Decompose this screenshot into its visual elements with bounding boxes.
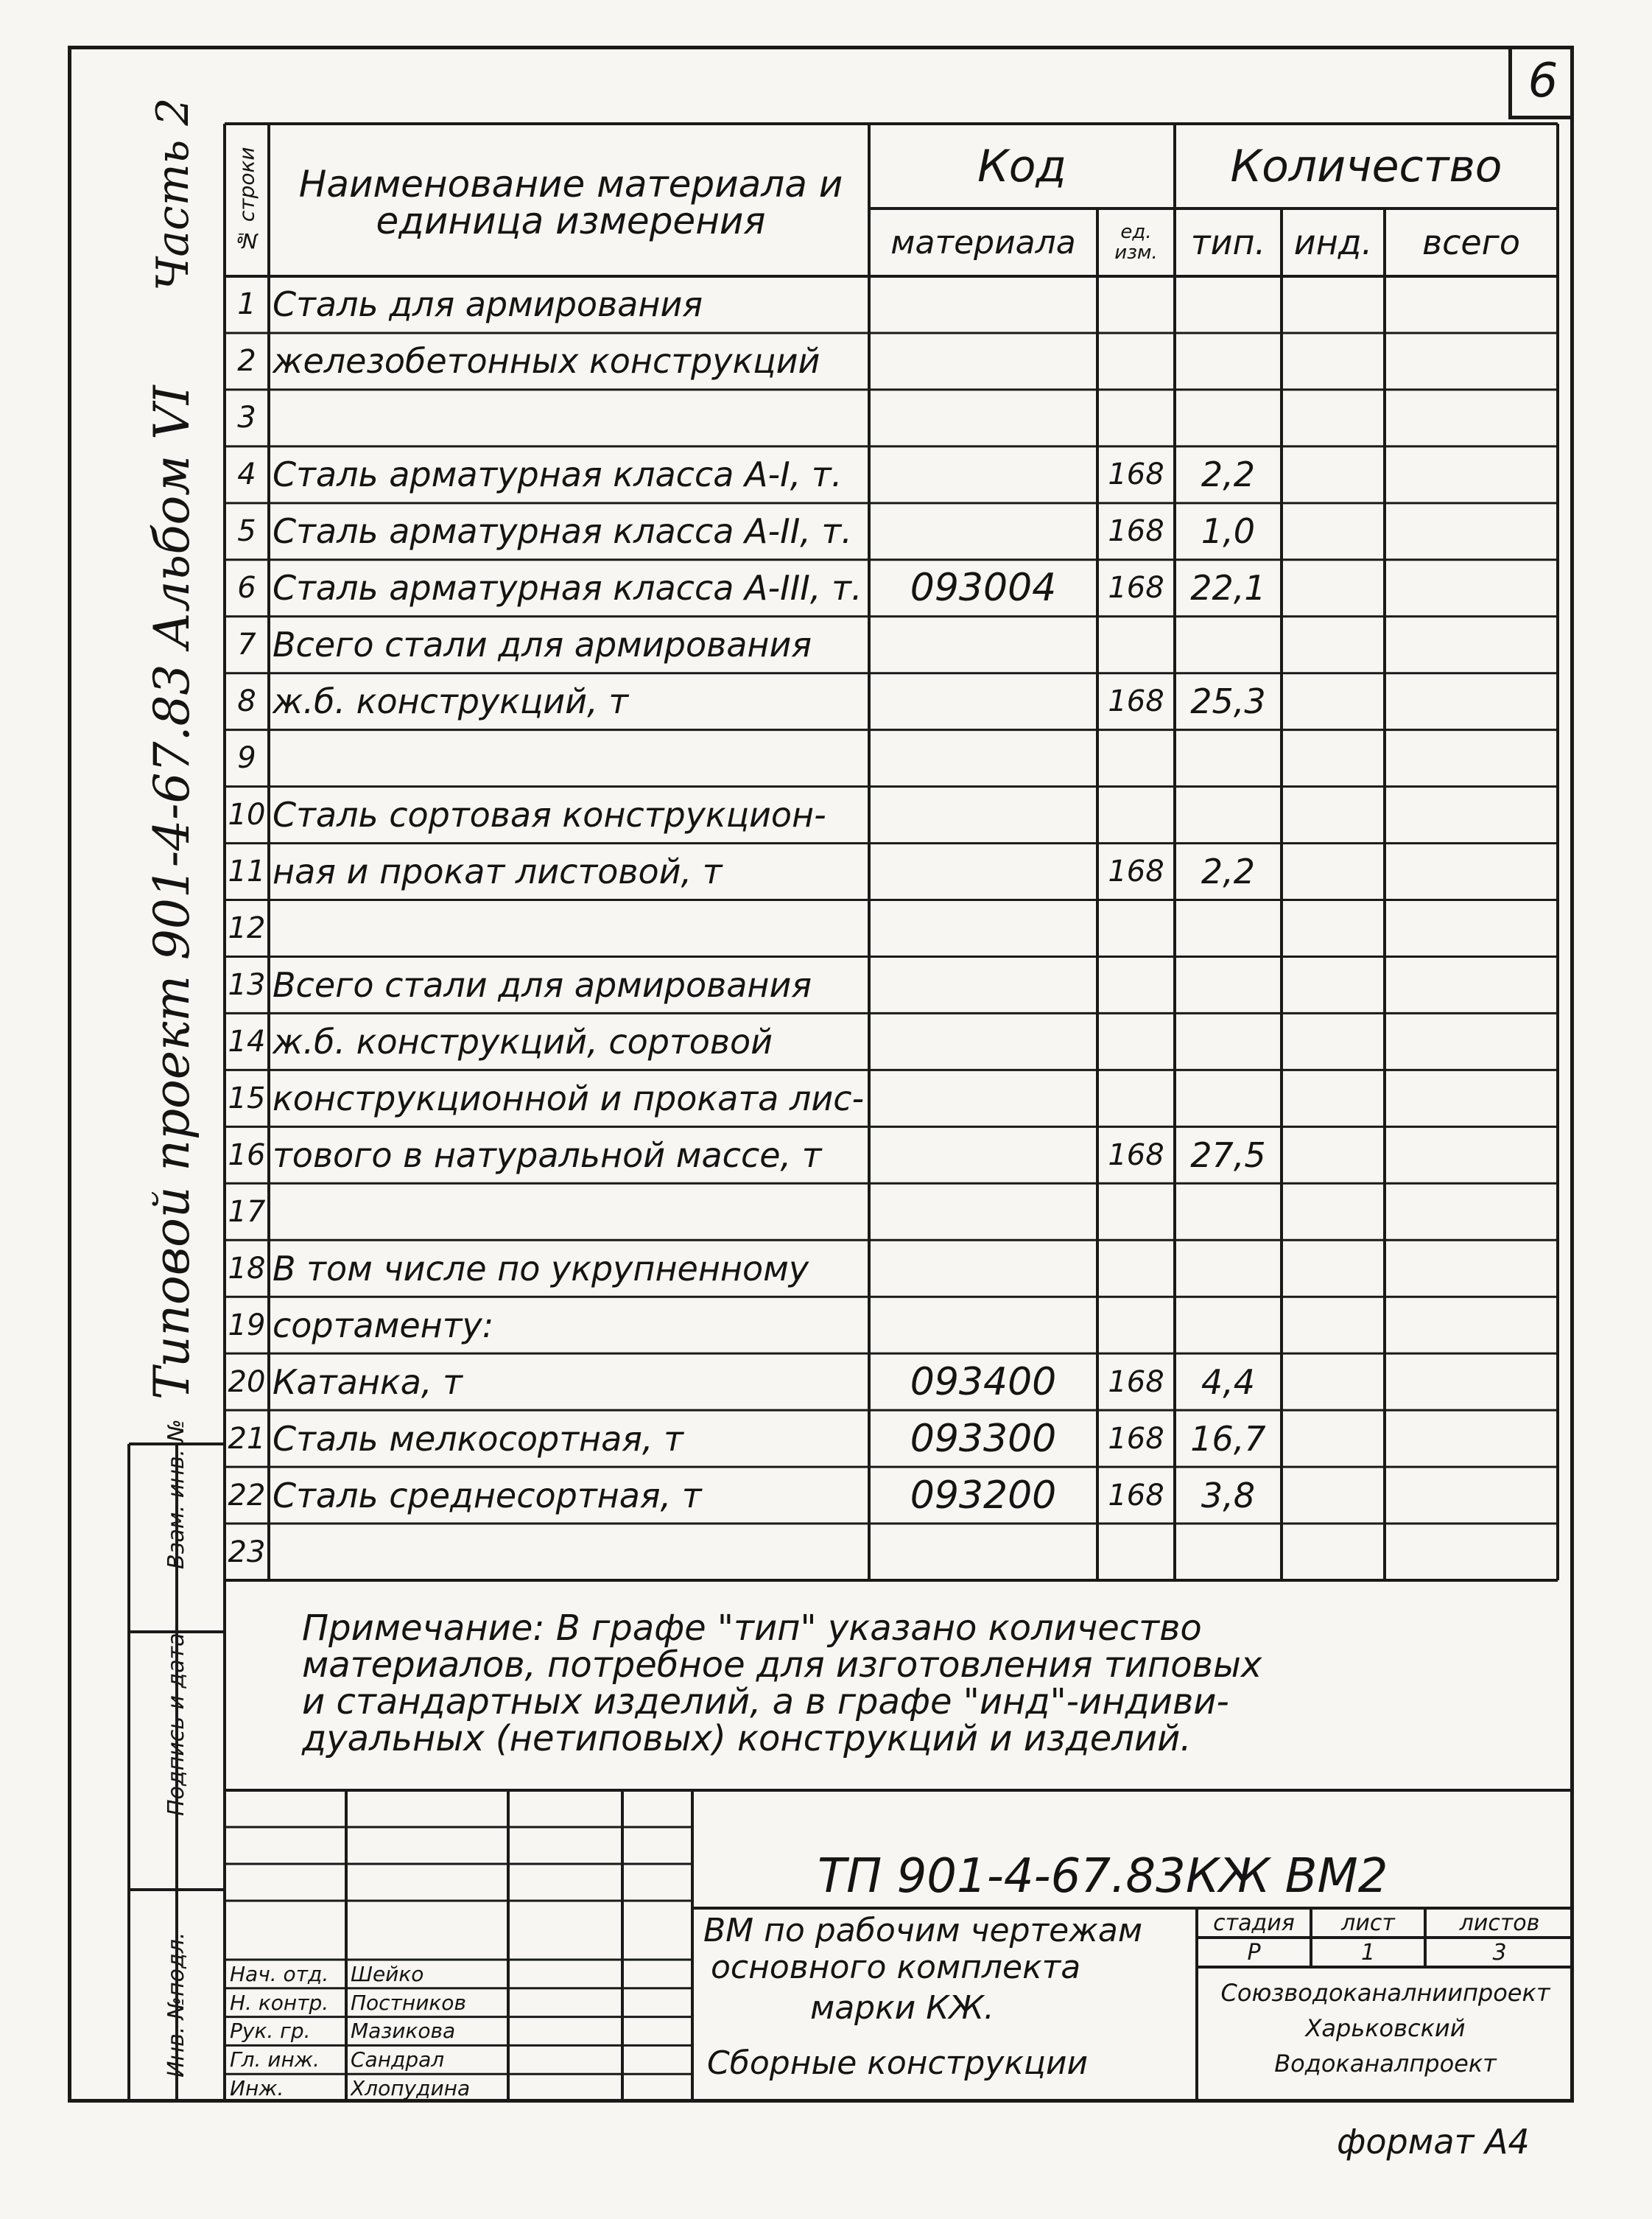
qty-typ — [1175, 1297, 1282, 1353]
row-number: 5 — [237, 514, 256, 549]
unit-code — [1097, 1013, 1175, 1070]
material-name: Сталь среднесортная, т — [273, 1475, 702, 1515]
qty-typ — [1175, 730, 1282, 787]
row-number: 19 — [228, 1308, 266, 1342]
material-code: 093400 — [910, 1359, 1057, 1404]
material-code — [869, 673, 1097, 730]
header-code-material: материала — [890, 223, 1076, 262]
qty-typ: 3,8 — [1201, 1475, 1256, 1515]
description-line: марки КЖ. — [810, 1989, 994, 2027]
material-code — [869, 503, 1097, 560]
material-code: 093300 — [910, 1416, 1057, 1461]
qty-typ — [1175, 1524, 1282, 1580]
signer-name: Постников — [351, 1990, 466, 2015]
side-stamp-inv: Инв. №подл. — [164, 1932, 189, 2078]
unit-code: 168 — [1108, 571, 1164, 606]
note-line: и стандартных изделий, а в графе "инд"-индиви- — [302, 1681, 1229, 1722]
row-number: 6 — [237, 571, 256, 606]
material-name — [273, 900, 869, 957]
material-code — [869, 1524, 1097, 1580]
material-name: Сталь арматурная класса А-I, т. — [273, 455, 843, 495]
row-number: 13 — [228, 967, 266, 1002]
row-number: 20 — [228, 1364, 266, 1399]
row-number: 11 — [228, 855, 266, 889]
qty-typ — [1175, 1183, 1282, 1240]
qty-typ — [1175, 787, 1282, 844]
material-code: 093004 — [910, 566, 1057, 611]
unit-code — [1097, 730, 1175, 787]
unit-code: 168 — [1108, 1364, 1164, 1399]
material-name: Всего стали для армирования — [273, 625, 812, 665]
qty-typ: 16,7 — [1190, 1418, 1266, 1459]
qty-typ — [1175, 1013, 1282, 1070]
signer-name: Сандрал — [351, 2047, 445, 2072]
unit-code — [1097, 900, 1175, 957]
material-name: Сталь мелкосортная, т — [273, 1418, 683, 1459]
material-code — [869, 1013, 1097, 1070]
row-number: 12 — [228, 911, 266, 945]
signer-name: Мазикова — [351, 2019, 456, 2044]
qty-typ — [1175, 900, 1282, 957]
header-row-no: № строки — [234, 147, 259, 253]
material-code — [869, 1297, 1097, 1353]
note-line: дуальных (нетиповых) конструкций и изделий. — [302, 1718, 1192, 1759]
qty-typ — [1175, 333, 1282, 390]
header-qty-typ: тип. — [1190, 222, 1266, 262]
side-project-title: Типовой проект 901-4-67.83 Альбом VI — [144, 385, 200, 1400]
material-name: ж.б. конструкций, т — [273, 681, 629, 722]
qty-typ: 4,4 — [1201, 1361, 1256, 1402]
qty-typ — [1175, 1240, 1282, 1297]
qty-typ: 27,5 — [1190, 1135, 1266, 1175]
qty-typ: 22,1 — [1190, 568, 1266, 609]
description-line: ВМ по рабочим чертежам — [703, 1912, 1143, 1949]
unit-code: 168 — [1108, 1421, 1164, 1456]
row-number: 22 — [228, 1478, 266, 1512]
description-line: Сборные конструкции — [707, 2044, 1089, 2082]
header-qty-ind: инд. — [1293, 222, 1373, 262]
row-number: 1 — [237, 287, 256, 322]
material-code — [869, 617, 1097, 673]
sheets-header: листов — [1459, 1910, 1540, 1936]
sheets-value: 3 — [1492, 1939, 1507, 1966]
material-name: Сталь арматурная класса А-II, т. — [273, 511, 852, 552]
unit-code — [1097, 276, 1175, 333]
row-number: 8 — [237, 684, 256, 719]
row-number: 9 — [237, 741, 256, 776]
material-name: Катанка, т — [273, 1361, 463, 1402]
material-name: ная и прокат листовой, т — [273, 852, 723, 892]
qty-typ — [1175, 956, 1282, 1013]
unit-code: 168 — [1108, 855, 1164, 889]
row-number: 4 — [237, 458, 256, 492]
material-code — [869, 390, 1097, 446]
side-stamp-replace: Взам. инв. № — [164, 1419, 189, 1569]
unit-code: 168 — [1108, 1478, 1164, 1512]
row-number: 23 — [228, 1535, 266, 1569]
qty-typ: 1,0 — [1201, 511, 1256, 552]
note — [302, 1610, 1554, 1757]
material-code — [869, 730, 1097, 787]
description-line: основного комплекта — [711, 1949, 1081, 1986]
unit-code — [1097, 956, 1175, 1013]
header-name: Наименование материала и единица измерения — [298, 163, 843, 242]
signer-role: Н. контр. — [230, 1990, 329, 2015]
material-name: Сталь сортовая конструкцион- — [273, 795, 826, 835]
qty-typ: 25,3 — [1190, 681, 1266, 722]
header-qty: Количество — [1230, 140, 1502, 192]
unit-code: 168 — [1108, 514, 1164, 549]
material-code — [869, 1183, 1097, 1240]
header-qty-total: всего — [1421, 222, 1520, 262]
row-number: 14 — [228, 1024, 266, 1059]
material-code — [869, 1240, 1097, 1297]
signer-role: Гл. инж. — [230, 2047, 320, 2072]
material-name: ж.б. конструкций, сортовой — [273, 1021, 773, 1062]
note-line: материалов, потребное для изготовления типовых — [302, 1644, 1262, 1686]
material-code — [869, 1070, 1097, 1126]
qty-typ — [1175, 276, 1282, 333]
material-code — [869, 1126, 1097, 1183]
row-number: 7 — [237, 628, 256, 662]
side-stamp-sign: Подпись и дата — [164, 1633, 189, 1816]
unit-code — [1097, 1183, 1175, 1240]
material-code — [869, 276, 1097, 333]
document-code: ТП 901-4-67.83КЖ ВМ2 — [818, 1849, 1388, 1904]
material-name — [273, 1183, 869, 1240]
unit-code — [1097, 617, 1175, 673]
header-code: Код — [977, 140, 1066, 192]
organization-line: Союзводоканалниипроект — [1220, 1979, 1550, 2007]
signer-role: Нач. отд. — [230, 1961, 329, 1986]
organization-line: Харьковский — [1305, 2014, 1466, 2042]
format-label: формат А4 — [1337, 2122, 1530, 2162]
material-name — [273, 1524, 869, 1580]
unit-code — [1097, 333, 1175, 390]
qty-typ: 2,2 — [1201, 455, 1256, 495]
stage-header: стадия — [1213, 1910, 1295, 1936]
row-number: 3 — [237, 401, 256, 435]
unit-code — [1097, 1240, 1175, 1297]
row-number: 15 — [228, 1081, 266, 1115]
row-number: 21 — [228, 1421, 266, 1456]
material-code — [869, 956, 1097, 1013]
material-code — [869, 900, 1097, 957]
material-code — [869, 446, 1097, 503]
signer-role: Инж. — [230, 2076, 284, 2101]
organization-line: Водоканалпроект — [1274, 2050, 1497, 2078]
signer-name: Шейко — [351, 1961, 424, 1986]
unit-code — [1097, 1524, 1175, 1580]
signer-name: Хлопудина — [351, 2076, 471, 2101]
unit-code — [1097, 1297, 1175, 1353]
row-number: 2 — [237, 344, 256, 379]
material-code: 093200 — [910, 1473, 1057, 1518]
material-name: Всего стали для армирования — [273, 964, 812, 1005]
sheet-number: 6 — [1508, 46, 1574, 119]
header-code-unit: ед. изм. — [1114, 221, 1158, 264]
unit-code — [1097, 390, 1175, 446]
unit-code: 168 — [1108, 1137, 1164, 1172]
material-name — [273, 730, 869, 787]
side-part-label: Часть 2 — [147, 97, 199, 291]
note-line: Примечание: В графе "тип" указано количество — [302, 1608, 1202, 1649]
material-code — [869, 787, 1097, 844]
material-name — [273, 390, 869, 446]
qty-typ: 2,2 — [1201, 852, 1256, 892]
unit-code — [1097, 787, 1175, 844]
material-name: железобетонных конструкций — [273, 341, 820, 382]
row-number: 17 — [228, 1194, 266, 1229]
material-name: сортаменту: — [273, 1305, 494, 1345]
material-name: тового в натуральной массе, т — [273, 1135, 822, 1175]
sheet-header: лист — [1341, 1910, 1395, 1936]
stage-value: Р — [1247, 1939, 1261, 1966]
material-name: конструкционной и проката лис- — [273, 1078, 865, 1118]
qty-typ — [1175, 617, 1282, 673]
qty-typ — [1175, 1070, 1282, 1126]
material-code — [869, 844, 1097, 900]
material-name: В том числе по укрупненному — [273, 1248, 809, 1289]
row-number: 10 — [228, 798, 266, 832]
row-number: 16 — [228, 1137, 266, 1172]
unit-code: 168 — [1108, 684, 1164, 719]
unit-code: 168 — [1108, 458, 1164, 492]
material-code — [869, 333, 1097, 390]
sheet-value: 1 — [1360, 1939, 1376, 1966]
material-name: Сталь арматурная класса А-III, т. — [273, 568, 862, 609]
row-number: 18 — [228, 1251, 266, 1286]
material-name: Сталь для армирования — [273, 284, 703, 325]
unit-code — [1097, 1070, 1175, 1126]
qty-typ — [1175, 390, 1282, 446]
signer-role: Рук. гр. — [230, 2019, 311, 2044]
